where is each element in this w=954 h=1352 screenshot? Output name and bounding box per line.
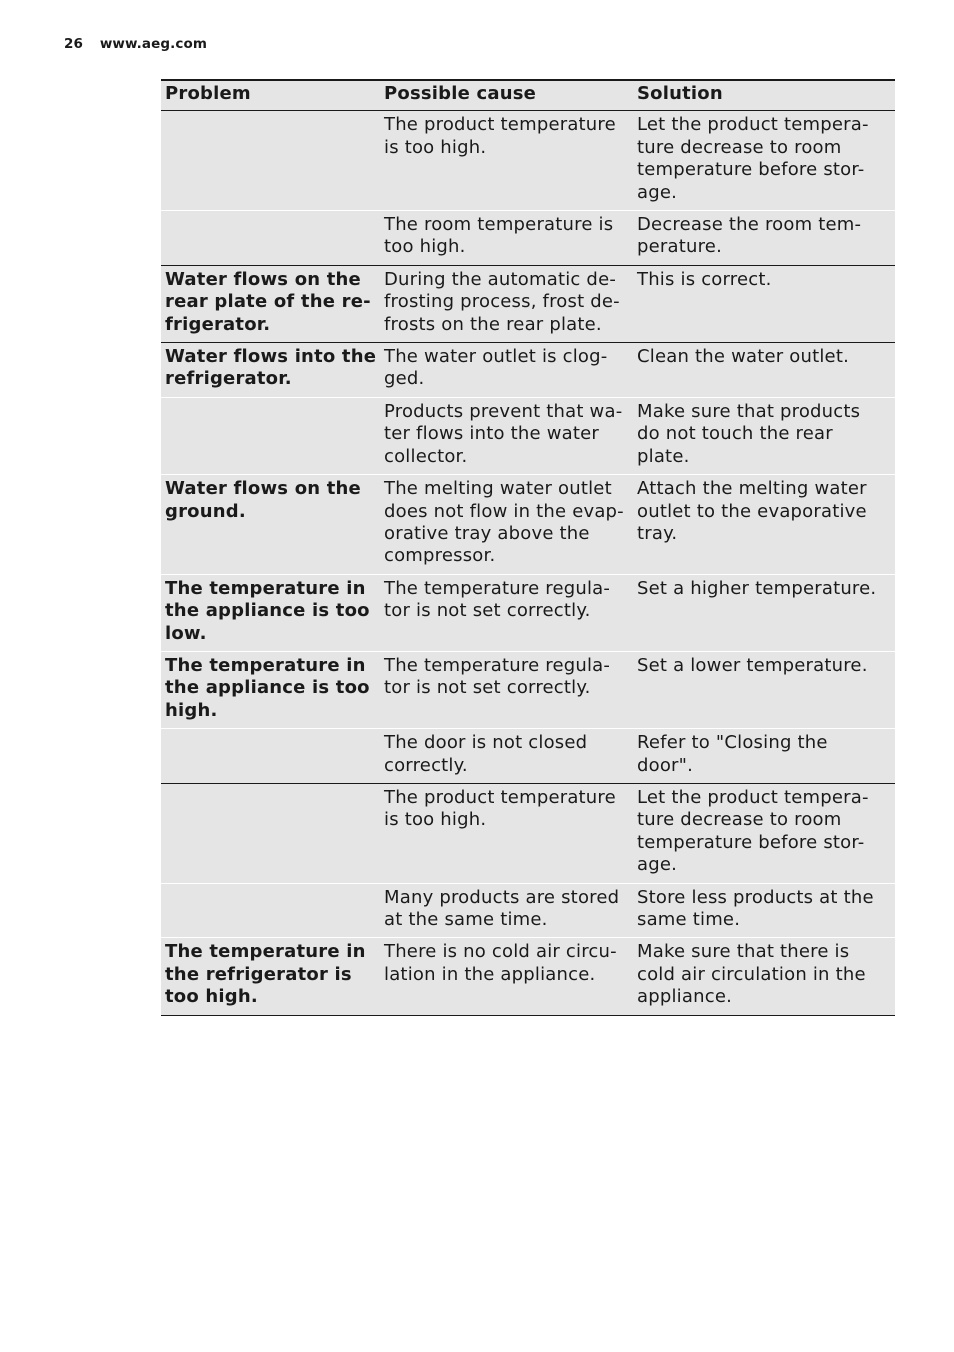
solution-line: Attach the melting water xyxy=(637,478,867,500)
solution-line: cold air circulation in the xyxy=(637,963,866,985)
table-row xyxy=(161,729,895,784)
problem-line: The temperature in xyxy=(165,654,366,676)
cause-line: orative tray above the xyxy=(384,522,590,544)
problem-cell xyxy=(161,652,380,728)
table-row xyxy=(161,111,895,211)
cause-line: During the automatic de- xyxy=(384,268,617,290)
problem-line: rear plate of the re- xyxy=(165,291,371,313)
cause-line: ter flows into the water xyxy=(384,423,599,445)
cause-line: The water outlet is clog- xyxy=(384,346,608,368)
solution-line: same time. xyxy=(637,909,741,930)
problem-line: refrigerator. xyxy=(165,368,292,390)
cause-cell xyxy=(380,211,633,265)
cause-cell xyxy=(380,343,633,397)
table-row xyxy=(161,475,895,575)
solution-cell xyxy=(633,652,895,728)
problem-cell xyxy=(161,266,380,342)
cause-line: does not flow in the evap- xyxy=(384,500,624,522)
cause-cell xyxy=(380,729,633,783)
solution-cell xyxy=(633,211,895,265)
cause-line: at the same time. xyxy=(384,909,548,930)
solution-line: tray. xyxy=(637,522,678,544)
cause-cell xyxy=(380,475,633,574)
cause-line: frosts on the rear plate. xyxy=(384,313,602,335)
solution-cell xyxy=(633,343,895,397)
cause-line: too high. xyxy=(384,236,466,258)
solution-line: temperature before stor- xyxy=(637,831,865,853)
cause-line: The temperature regula- xyxy=(384,654,611,676)
problem-line: The temperature in xyxy=(165,577,366,599)
problem-cell xyxy=(161,343,380,397)
problem-line: high. xyxy=(165,699,218,721)
problem-cell xyxy=(161,884,380,938)
solution-line: perature. xyxy=(637,236,722,258)
solution-line: appliance. xyxy=(637,986,733,1008)
cause-line: Many products are stored xyxy=(384,886,620,908)
problem-line: too high. xyxy=(165,986,258,1008)
cause-cell xyxy=(380,652,633,728)
table-row xyxy=(161,343,895,398)
cause-line: is too high. xyxy=(384,136,487,158)
solution-cell xyxy=(633,266,895,342)
problem-cell xyxy=(161,938,380,1014)
solution-line: temperature before stor- xyxy=(637,159,865,181)
problem-line: the appliance is too xyxy=(165,677,370,699)
solution-cell xyxy=(633,475,895,574)
solution-line: Set a lower temperature. xyxy=(637,654,868,676)
cause-line: The room temperature is xyxy=(384,214,614,236)
header-possible-cause: Possible cause xyxy=(384,83,537,104)
solution-line: Clean the water outlet. xyxy=(637,346,850,368)
table-row xyxy=(161,575,895,652)
solution-line: do not touch the rear xyxy=(637,423,833,445)
cause-cell xyxy=(380,784,633,883)
solution-line: Decrease the room tem- xyxy=(637,214,862,236)
cause-line: lation in the appliance. xyxy=(384,963,596,985)
solution-cell xyxy=(633,729,895,783)
table-row xyxy=(161,398,895,475)
solution-cell xyxy=(633,575,895,651)
solution-line: Store less products at the xyxy=(637,886,874,908)
cause-cell xyxy=(380,575,633,651)
problem-cell xyxy=(161,575,380,651)
cause-line: The temperature regula- xyxy=(384,577,611,599)
cause-line: tor is not set correctly. xyxy=(384,677,591,699)
cause-line: The door is not closed xyxy=(384,732,588,754)
cause-line: ged. xyxy=(384,368,425,390)
problem-line: Water flows on the xyxy=(165,478,361,500)
solution-line: Set a higher temperature. xyxy=(637,577,877,599)
problem-line: Water flows on the xyxy=(165,268,361,290)
solution-line: Refer to "Closing the xyxy=(637,732,828,754)
cause-line: collector. xyxy=(384,445,468,467)
solution-line: Let the product tempera- xyxy=(637,114,869,136)
cause-line: The melting water outlet xyxy=(384,478,612,500)
problem-cell xyxy=(161,211,380,265)
cause-line: Products prevent that wa- xyxy=(384,400,623,422)
page-header xyxy=(64,36,207,52)
solution-line: door". xyxy=(637,754,694,776)
table-row xyxy=(161,266,895,343)
solution-cell xyxy=(633,111,895,210)
solution-line: ture decrease to room xyxy=(637,809,842,831)
solution-line: age. xyxy=(637,181,678,203)
cause-cell xyxy=(380,884,633,938)
solution-line: This is correct. xyxy=(637,268,772,290)
cause-line: frosting process, frost de- xyxy=(384,291,620,313)
cause-line: tor is not set correctly. xyxy=(384,600,591,622)
problem-cell xyxy=(161,729,380,783)
solution-line: plate. xyxy=(637,445,690,467)
cause-cell xyxy=(380,938,633,1014)
solution-cell xyxy=(633,884,895,938)
cause-line: correctly. xyxy=(384,754,468,776)
problem-cell xyxy=(161,111,380,210)
problem-line: Water flows into the xyxy=(165,346,377,368)
cause-line: is too high. xyxy=(384,809,487,831)
header-solution: Solution xyxy=(637,83,723,104)
solution-line: Make sure that products xyxy=(637,400,861,422)
table-row xyxy=(161,884,895,939)
solution-line: Make sure that there is xyxy=(637,941,850,963)
cause-cell xyxy=(380,266,633,342)
problem-line: the appliance is too xyxy=(165,600,370,622)
table-row xyxy=(161,938,895,1015)
solution-cell xyxy=(633,938,895,1014)
table-row xyxy=(161,652,895,729)
problem-cell xyxy=(161,784,380,883)
problem-cell xyxy=(161,398,380,474)
solution-line: ture decrease to room xyxy=(637,136,842,158)
cause-line: The product temperature xyxy=(384,114,616,136)
problem-line: the refrigerator is xyxy=(165,963,352,985)
page-number: 26 xyxy=(64,36,83,52)
table-row xyxy=(161,211,895,266)
problem-line: The temperature in xyxy=(165,941,366,963)
cause-cell xyxy=(380,111,633,210)
troubleshooting-table xyxy=(161,79,895,1016)
cause-line: There is no cold air circu- xyxy=(384,941,617,963)
solution-line: age. xyxy=(637,854,678,876)
cause-line: The product temperature xyxy=(384,786,616,808)
solution-line: outlet to the evaporative xyxy=(637,500,867,522)
problem-line: ground. xyxy=(165,500,246,522)
problem-line: low. xyxy=(165,622,207,644)
solution-cell xyxy=(633,784,895,883)
solution-cell xyxy=(633,398,895,474)
cause-cell xyxy=(380,398,633,474)
table-row xyxy=(161,784,895,884)
solution-line: Let the product tempera- xyxy=(637,786,869,808)
header-problem: Problem xyxy=(165,83,251,104)
table-header-row xyxy=(161,81,895,111)
cause-line: compressor. xyxy=(384,545,496,567)
problem-cell xyxy=(161,475,380,574)
website-url: www.aeg.com xyxy=(99,36,207,52)
problem-line: frigerator. xyxy=(165,313,271,335)
